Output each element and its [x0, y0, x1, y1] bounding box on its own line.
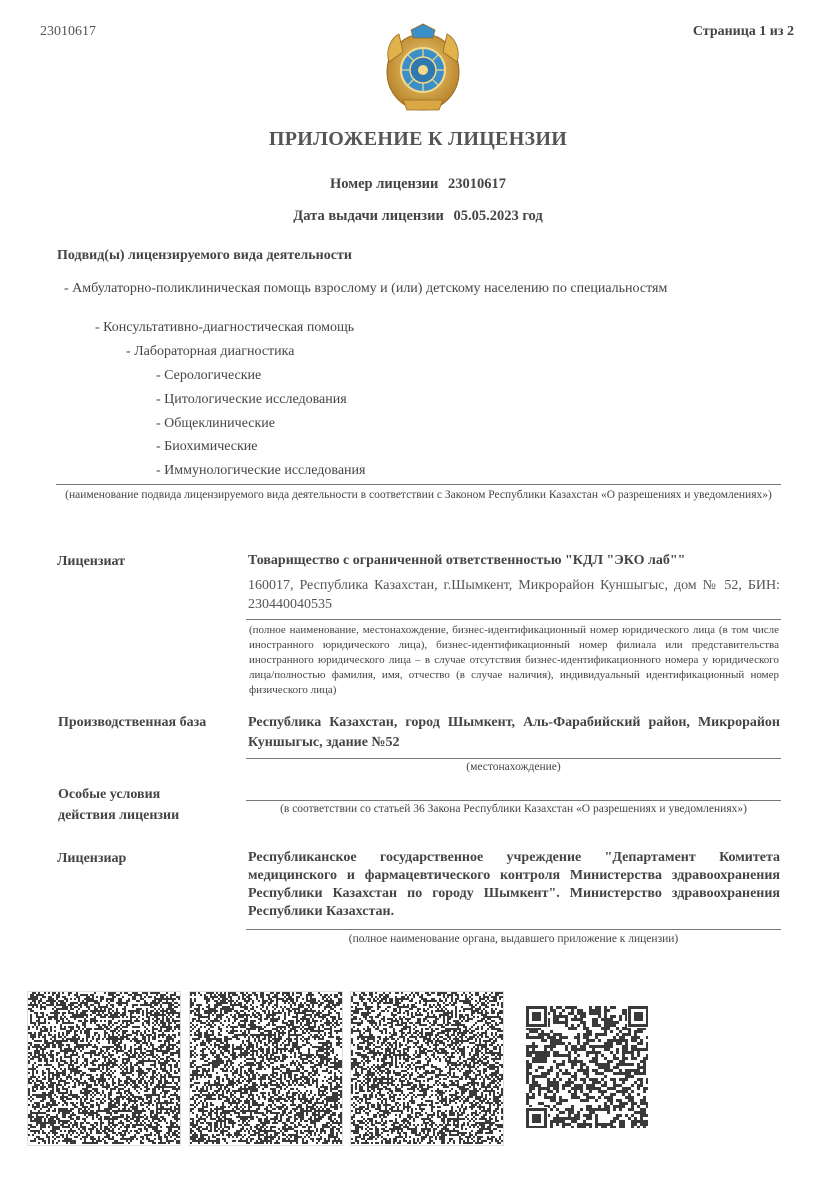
licensee-address: 160017, Республика Казахстан, г.Шымкент, Микрорайон Куншыгыс, дом № 52, БИН: 230440040535: [248, 578, 780, 612]
licensee-caption: (полное наименование, местонахождение, бизнес-идентификационный номер юридического лица (в том числе иностранного юридического лица), бизнес-идентификационный номер филиала или представительства иностранного юридического лица – в случае отсутствия бизнес-идентификационного номера у юридического лица/полностью фамилия, имя, отчество (в случае наличия), индивидуальный идентификационный номер физического лица): [249, 624, 779, 696]
licensor-value: Республиканское государственное учреждение "Департамент Комитета медицинского и фармацевтического контроля Министерства здравоохранения Республики Казахстан по городу Шымкент". Министерство здравоохранения Республики Казахстан.: [248, 850, 780, 919]
special-conditions-caption: (в соответствии со статьей 36 Закона Республики Казахстан «О разрешениях и уведомлениях»): [280, 803, 747, 815]
barcode-2d-icon: [350, 991, 504, 1146]
licensor-divider: [246, 929, 781, 930]
license-number-line: [0, 176, 836, 193]
barcode-2d-icon: [27, 991, 181, 1146]
license-number-label: Номер лицензии: [329, 176, 439, 192]
licensor-label: Лицензиар: [57, 851, 127, 866]
page-title: ПРИЛОЖЕНИЕ К ЛИЦЕНЗИИ: [268, 128, 568, 150]
activity-item: - Иммунологические исследования: [156, 463, 366, 478]
production-base-caption: (местонахождение): [466, 761, 561, 773]
production-base-value: Республика Казахстан, город Шымкент, Аль-Фарабийский район, Микрорайон Куншыгыс, здание №52: [248, 715, 780, 750]
special-conditions-label-line1: Особые условия: [58, 787, 161, 802]
production-base-label: Производственная база: [58, 715, 207, 730]
licensee-label: Лицензиат: [57, 554, 126, 569]
activity-item: - Цитологические исследования: [156, 392, 347, 407]
special-conditions-label-line2: действия лицензии: [58, 808, 180, 823]
special-conditions-divider: [246, 800, 781, 801]
activity-caption: (наименование подвида лицензируемого вида деятельности в соответствии с Законом Республики Казахстан «О разрешениях и уведомлениях»): [65, 489, 772, 501]
license-date-line: [0, 208, 836, 225]
activity-item: - Общеклинические: [156, 416, 275, 431]
page-indicator: Страница 1 из 2: [692, 24, 794, 39]
activity-heading: Подвид(ы) лицензируемого вида деятельности: [57, 248, 352, 263]
kazakhstan-emblem-icon: [383, 22, 463, 114]
production-base-divider: [246, 758, 781, 759]
activity-item: - Биохимические: [156, 439, 258, 454]
activity-item: - Консультативно-диагностическая помощь: [95, 320, 355, 335]
barcode-2d-icon: [189, 991, 343, 1146]
activity-item: - Серологические: [156, 368, 262, 383]
activity-divider: [56, 484, 781, 485]
license-number-value: 23010617: [448, 176, 507, 192]
licensee-name: Товарищество с ограниченной ответственностью "КДЛ "ЭКО лаб"": [248, 553, 686, 568]
special-conditions-label: [58, 784, 179, 826]
activity-item: - Лабораторная диагностика: [126, 344, 295, 359]
licensee-divider: [246, 619, 781, 620]
licensor-caption: (полное наименование органа, выдавшего приложение к лицензии): [348, 933, 679, 945]
qr-code-icon: [526, 1006, 648, 1128]
license-date-label: Дата выдачи лицензии: [293, 208, 444, 224]
activity-item: - Амбулаторно-поликлиническая помощь взрослому и (или) детскому населению по специальностям: [64, 281, 668, 296]
license-date-value: 05.05.2023 год: [453, 208, 543, 224]
document-number: 23010617: [40, 24, 96, 39]
